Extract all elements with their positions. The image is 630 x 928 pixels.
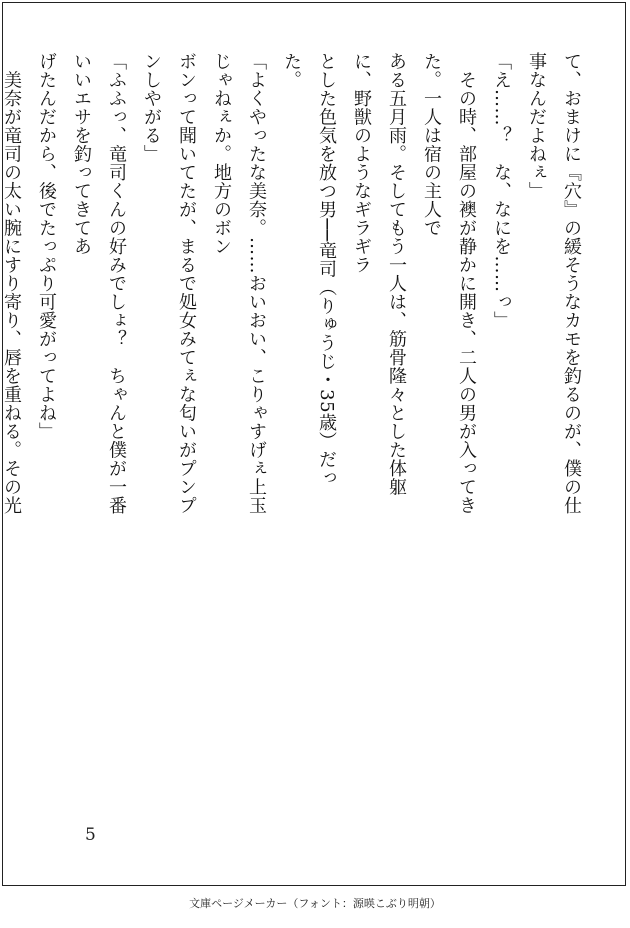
text-line: 美奈が竜司の太い腕にすり寄り、唇を重ねる。その光 xyxy=(1,70,22,515)
text-line: げたんだから、後でたっぷり可愛がってよね」 xyxy=(36,52,57,441)
text-line: 「ふふっ、竜司くんの好みでしょ？ ちゃんと僕が一番いいエサを釣ってきてあ xyxy=(71,52,127,515)
text-line: その時、部屋の襖が静かに開き、二人の男が入ってきた。一人は宿の主人で xyxy=(421,52,477,515)
text-line: ある五月雨。そしてもう一人は、筋骨隆々とした体躯に、野獣のようなギラギラ xyxy=(351,52,407,496)
vertical-body-text xyxy=(0,52,589,522)
text-line: 「よくやったな美奈。……おいおい、こりゃすげぇ上玉じゃねぇか。地方のボン xyxy=(211,52,267,515)
footer-caption: 文庫ページメーカー（フォント：源暎こぶり明朝） xyxy=(189,897,441,910)
text-line: とした色気を放つ男──竜司（りゅうじ・35歳）だった。 xyxy=(281,52,337,488)
text-line: ボンって聞いてたが、まるで処女みてぇな匂いがプンプンしやがる」 xyxy=(141,52,197,515)
text-line: 「え……？ な、なにを……っ」 xyxy=(491,52,512,330)
text-line: て、おまけに『穴』の緩そうなカモを釣るのが、僕の仕事なんだよねぇ」 xyxy=(526,52,582,515)
page-number: 5 xyxy=(85,825,96,845)
page-frame xyxy=(2,2,626,886)
